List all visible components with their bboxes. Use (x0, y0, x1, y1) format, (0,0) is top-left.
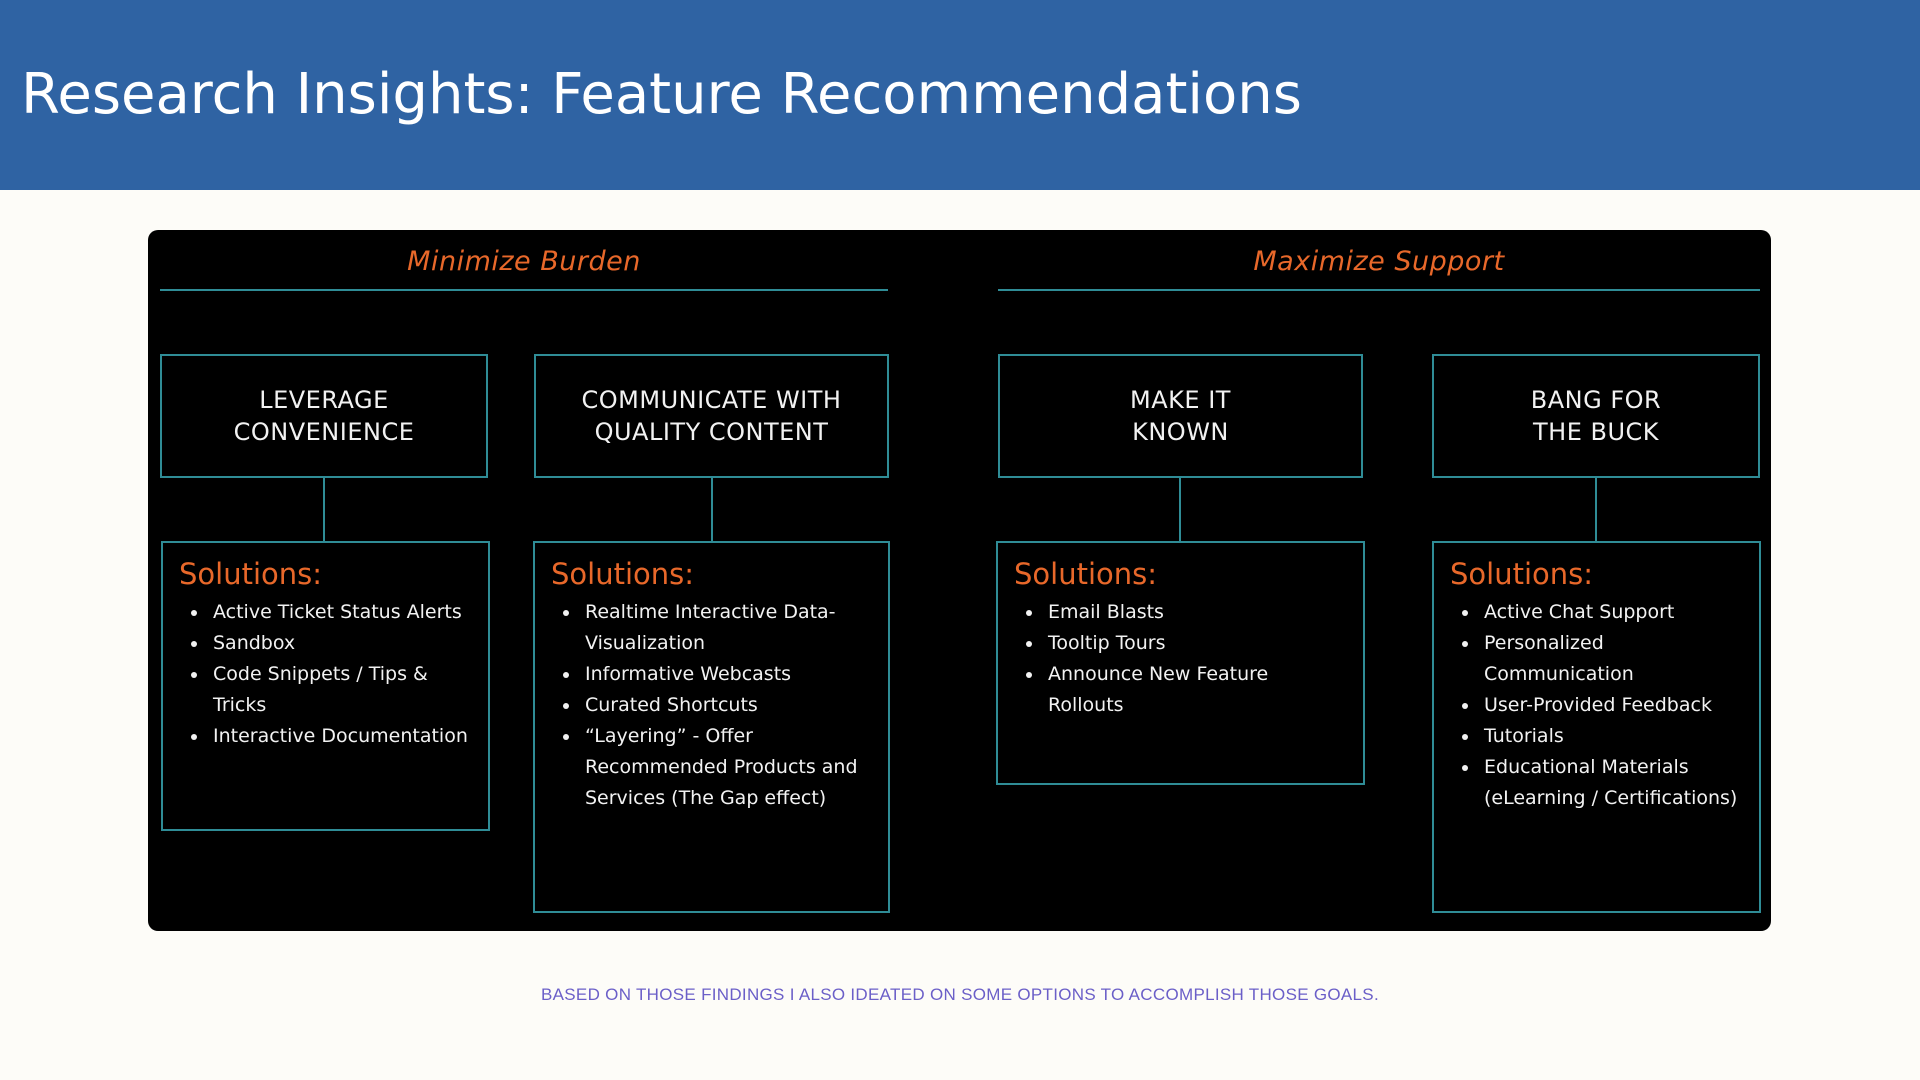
list-item: • Personalized Communication (1480, 628, 1743, 690)
connector (1595, 478, 1597, 542)
feature-diagram (148, 230, 1771, 931)
list-item: • Email Blasts (1044, 597, 1347, 628)
list-item: • Active Chat Support (1480, 597, 1743, 628)
goal-box-bang-for-the-buck: BANG FOR THE BUCK (1432, 354, 1760, 478)
list-item: • Informative Webcasts (581, 659, 872, 690)
list-item: • Sandbox (209, 628, 472, 659)
page-title: Research Insights: Feature Recommendations (21, 62, 1302, 127)
connector (711, 478, 713, 542)
goal-box-make-it-known: MAKE IT KNOWN (998, 354, 1363, 478)
group-divider-minimize (160, 289, 888, 291)
solutions-heading: Solutions: (551, 557, 695, 591)
header-bar (0, 0, 1920, 190)
group-title-maximize-support: Maximize Support (1253, 246, 1505, 277)
group-title-minimize-burden: Minimize Burden (407, 246, 641, 277)
solutions-heading: Solutions: (1450, 557, 1594, 591)
solutions-box-bang-for-the-buck (1432, 541, 1761, 913)
goal-box-communicate-quality-content: COMMUNICATE WITH QUALITY CONTENT (534, 354, 889, 478)
goal-box-leverage-convenience: LEVERAGE CONVENIENCE (160, 354, 488, 478)
list-item: • Tutorials (1480, 721, 1743, 752)
list-item: • Realtime Interactive Data-Visualization (581, 597, 872, 659)
list-item: • Tooltip Tours (1044, 628, 1347, 659)
solutions-heading: Solutions: (1014, 557, 1158, 591)
list-item: • Educational Materials (eLearning / Certifications) (1480, 752, 1743, 814)
list-item: • Announce New Feature Rollouts (1044, 659, 1347, 721)
connector (323, 478, 325, 542)
slide-caption: BASED ON THOSE FINDINGS I ALSO IDEATED ON SOME OPTIONS TO ACCOMPLISH THOSE GOALS. (541, 985, 1379, 1004)
list-item: • Curated Shortcuts (581, 690, 872, 721)
group-divider-maximize (998, 289, 1760, 291)
solutions-heading: Solutions: (179, 557, 323, 591)
solutions-box-communicate-quality-content (533, 541, 890, 913)
list-item: • User-Provided Feedback (1480, 690, 1743, 721)
list-item: • “Layering” - Offer Recommended Products and Services (The Gap effect) (581, 721, 872, 814)
solutions-box-make-it-known (996, 541, 1365, 785)
list-item: • Active Ticket Status Alerts (209, 597, 472, 628)
list-item: • Interactive Documentation (209, 721, 472, 752)
connector (1179, 478, 1181, 542)
solutions-box-leverage-convenience (161, 541, 490, 831)
list-item: • Code Snippets / Tips & Tricks (209, 659, 472, 721)
